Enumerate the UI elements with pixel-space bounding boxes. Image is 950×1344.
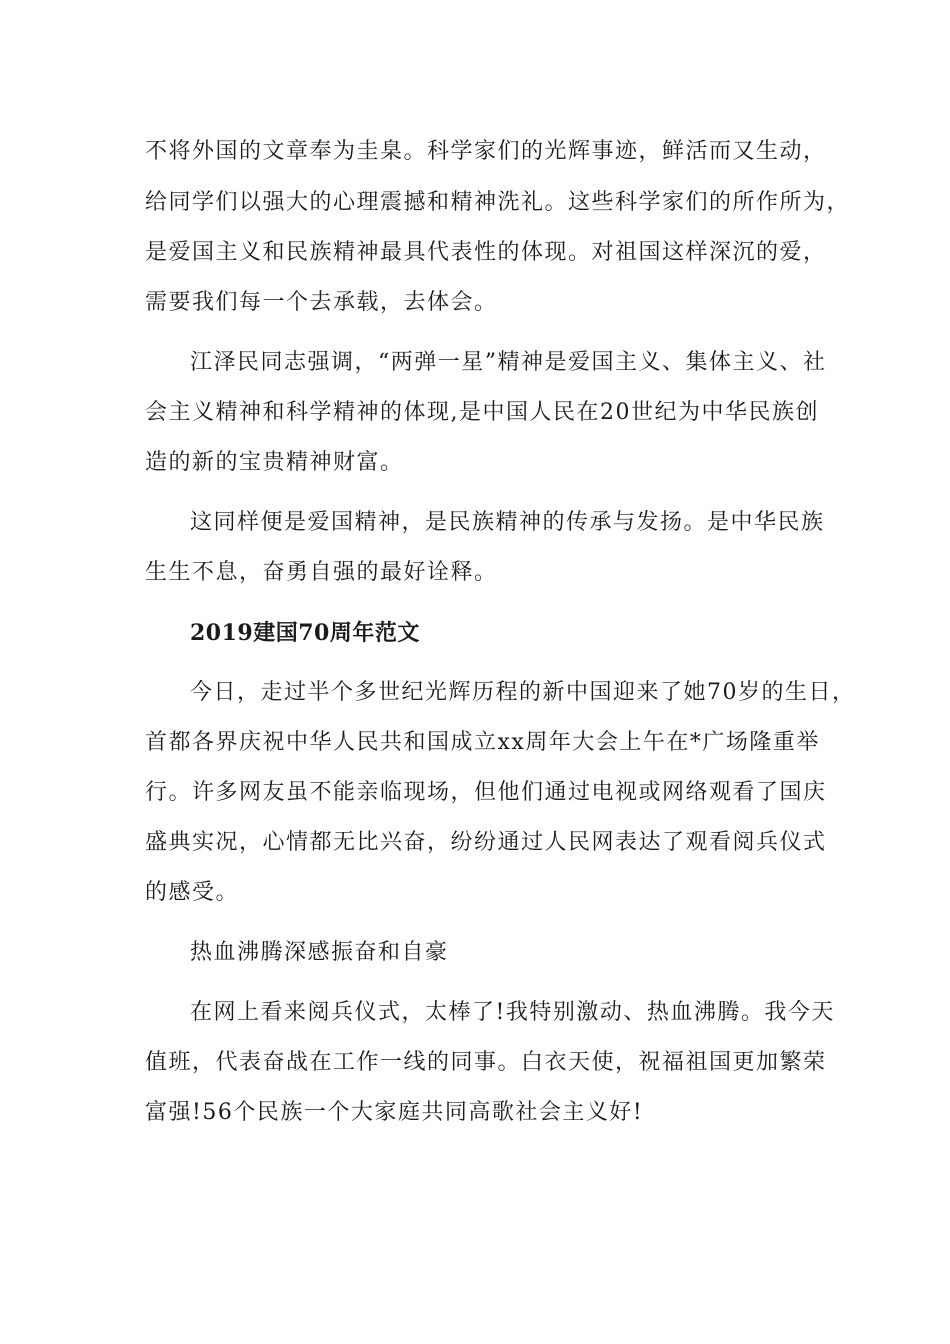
paragraph-line: 行。许多网友虽不能亲临现场，但他们通过电视或网络观看了国庆 xyxy=(145,780,827,805)
paragraph-line: 首都各界庆祝中华人民共和国成立xx周年大会上午在*广场隆重举 xyxy=(145,730,820,755)
paragraph-line: 江泽民同志强调，“两弹一星”精神是爱国主义、集体主义、社 xyxy=(190,350,827,375)
paragraph-line: 富强!56个民族一个大家庭共同高歌社会主义好! xyxy=(145,1100,644,1125)
paragraph-line: 盛典实况，心情都无比兴奋，纷纷通过人民网表达了观看阅兵仪式 xyxy=(145,830,827,855)
paragraph-line: 需要我们每一个去承载，去体会。 xyxy=(145,290,498,315)
paragraph-line: 在网上看来阅兵仪式，太棒了!我特别激动、热血沸腾。我今天 xyxy=(190,1000,835,1025)
section-heading: 2019建国70周年范文 xyxy=(190,620,420,646)
paragraph-line: 会主义精神和科学精神的体现,是中国人民在20世纪为中华民族创 xyxy=(145,400,819,425)
paragraph-line: 不将外国的文章奉为圭臬。科学家们的光辉事迹，鲜活而又生动， xyxy=(145,139,827,164)
paragraph-line: 生生不息，奋勇自强的最好诠释。 xyxy=(145,560,498,585)
paragraph-line: 的感受。 xyxy=(145,880,240,905)
paragraph-line: 给同学们以强大的心理震撼和精神洗礼。这些科学家们的所作所为， xyxy=(145,190,851,215)
paragraph-line: 值班，代表奋战在工作一线的同事。白衣天使，祝福祖国更加繁荣 xyxy=(145,1050,827,1075)
paragraph-line: 这同样便是爱国精神，是民族精神的传承与发扬。是中华民族 xyxy=(190,510,825,535)
paragraph-line: 造的新的宝贵精神财富。 xyxy=(145,450,404,475)
paragraph-line: 今日，走过半个多世纪光辉历程的新中国迎来了她70岁的生日， xyxy=(190,680,856,705)
paragraph-line: 是爱国主义和民族精神最具代表性的体现。对祖国这样深沉的爱， xyxy=(145,240,827,265)
subheading: 热血沸腾深感振奋和自豪 xyxy=(190,940,449,965)
